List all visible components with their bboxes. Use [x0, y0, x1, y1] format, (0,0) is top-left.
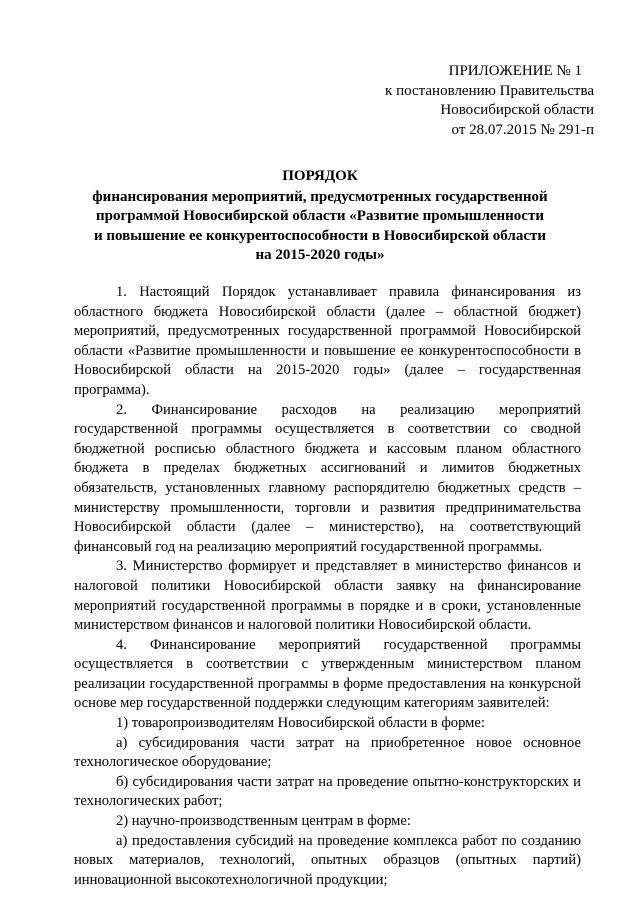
- appendix-line-region: Новосибирской области: [440, 102, 594, 118]
- appendix-title: ПРИЛОЖЕНИЕ № 1: [448, 63, 582, 79]
- document-title: ПОРЯДОК: [282, 168, 358, 184]
- paragraph-1: 1. Настоящий Порядок устанавливает правила финансирования из областного бюджета Новосибирской области (далее – областной бюджет) мероприятий, предусмотренных государственной программой Новосибирской области «Развитие промышленности и повышение ее конкурентоспособности в Новосибирской области на 2015-2020 годы» (далее – государственная программа).: [74, 284, 581, 398]
- paragraph-3: 3. Министерство формирует и представляет в министерство финансов и налоговой политики Новосибирской области заявку на финансирование мероприятий государственной программы в порядке и в сроки, установленные министерством финансов и налоговой политики Новосибирской области.: [74, 558, 581, 634]
- paragraph-4-item-1a: а) субсидирования части затрат на приобретенное новое основное технологическое оборудование;: [74, 734, 581, 771]
- appendix-header: [384, 62, 594, 140]
- document-title-block: [60, 167, 580, 266]
- document-body: [74, 283, 581, 890]
- paragraph-4: 4. Финансирование мероприятий государственной программы осуществляется в соответствии с утвержденным министерством планом реализации государственной программы в форме предоставления на конкурсной основе мер государственной поддержки следующим категориям заявителей:: [74, 636, 581, 712]
- paragraph-4-item-1: 1) товаропроизводителям Новосибирской области в форме:: [116, 715, 485, 732]
- appendix-line-resolution: к постановлению Правительства: [385, 82, 594, 99]
- document-subtitle-line: программой Новосибирской области «Развитие промышленности: [96, 208, 544, 224]
- document-subtitle-line: финансирования мероприятий, предусмотренных государственной: [92, 188, 548, 205]
- appendix-line-date-number: от 28.07.2015 № 291-п: [451, 121, 594, 138]
- paragraph-4-item-2a: а) предоставления субсидий на проведение комплекса работ по созданию новых материалов, технологий, опытных образцов (опытных партий) инновационной высокотехнологичной продукции;: [74, 832, 581, 888]
- paragraph-4-item-2: 2) научно-производственным центрам в форме:: [116, 813, 411, 830]
- document-subtitle-line: на 2015-2020 годы»: [255, 247, 385, 263]
- paragraph-4-item-1b: б) субсидирования части затрат на проведение опытно-конструкторских и технологических работ;: [74, 773, 581, 810]
- paragraph-2: 2. Финансирование расходов на реализацию мероприятий государственной программы осуществляется в соответствии со сводной бюджетной росписью областного бюджета и кассовым планом областного бюджета в пределах бюджетных ассигнований и лимитов бюджетных обязательств, установленных главному распорядителю бюджетных средств – министерству промышленности, торговли и развития предпринимательства Новосибирской области (далее – министерство), на соответствующий финансовый год на реализацию мероприятий государственной программы.: [74, 401, 581, 555]
- document-subtitle-line: и повышение ее конкурентоспособности в Новосибирской области: [93, 227, 547, 244]
